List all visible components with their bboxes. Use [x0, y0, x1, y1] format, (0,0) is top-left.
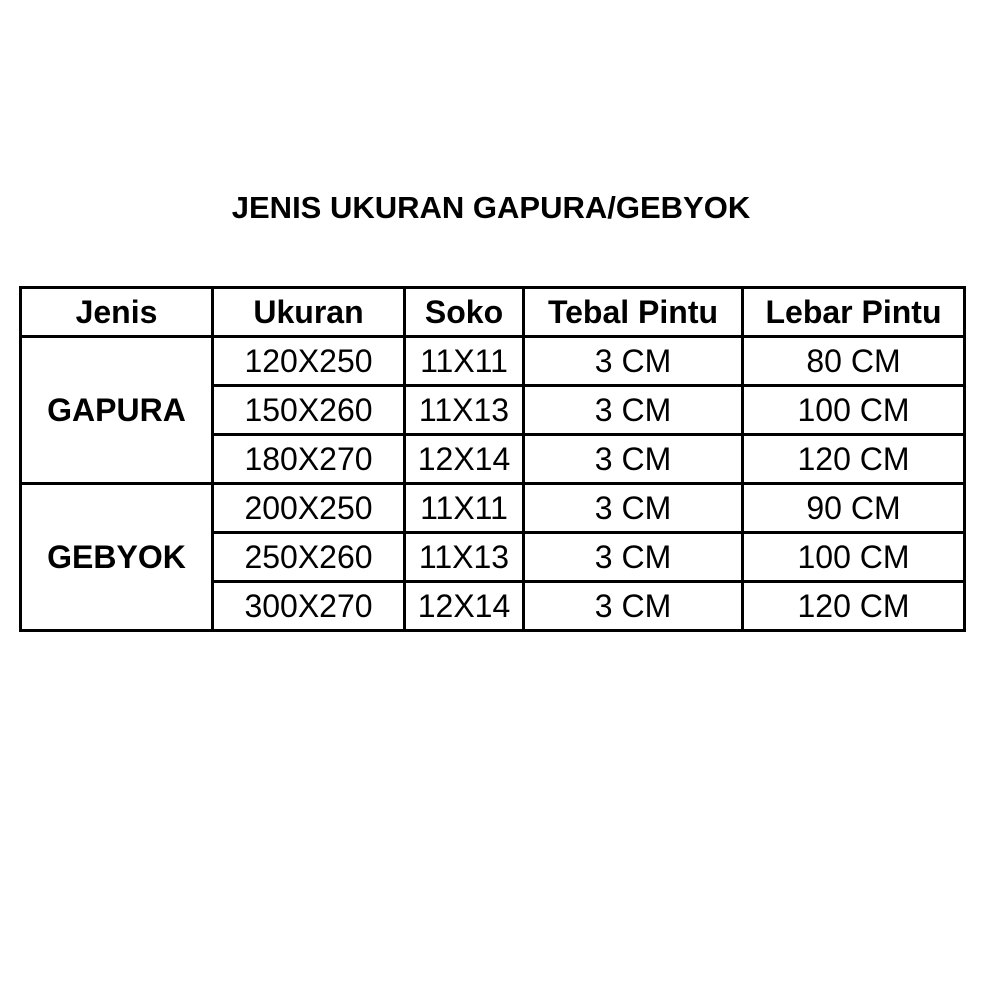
cell-tebal-pintu: 3 CM	[524, 435, 743, 484]
cell-soko: 12X14	[405, 435, 524, 484]
header-ukuran: Ukuran	[213, 288, 405, 337]
cell-tebal-pintu: 3 CM	[524, 533, 743, 582]
table-row	[21, 484, 965, 533]
cell-soko: 11X13	[405, 386, 524, 435]
cell-ukuran: 180X270	[213, 435, 405, 484]
cell-soko: 11X11	[405, 337, 524, 386]
table-header-row	[21, 288, 965, 337]
cell-tebal-pintu: 3 CM	[524, 337, 743, 386]
page-title: JENIS UKURAN GAPURA/GEBYOK	[231, 190, 751, 225]
size-table	[19, 286, 966, 632]
cell-lebar-pintu: 90 CM	[743, 484, 965, 533]
cell-lebar-pintu: 120 CM	[743, 582, 965, 631]
cell-lebar-pintu: 100 CM	[743, 533, 965, 582]
group-name-gapura: GAPURA	[21, 337, 213, 484]
cell-ukuran: 300X270	[213, 582, 405, 631]
cell-tebal-pintu: 3 CM	[524, 484, 743, 533]
cell-soko: 12X14	[405, 582, 524, 631]
header-tebal-pintu: Tebal Pintu	[524, 288, 743, 337]
group-name-gebyok: GEBYOK	[21, 484, 213, 631]
cell-tebal-pintu: 3 CM	[524, 582, 743, 631]
cell-soko: 11X13	[405, 533, 524, 582]
cell-ukuran: 250X260	[213, 533, 405, 582]
header-jenis: Jenis	[21, 288, 213, 337]
table-row	[21, 337, 965, 386]
cell-ukuran: 150X260	[213, 386, 405, 435]
cell-lebar-pintu: 120 CM	[743, 435, 965, 484]
cell-lebar-pintu: 80 CM	[743, 337, 965, 386]
header-soko: Soko	[405, 288, 524, 337]
cell-ukuran: 120X250	[213, 337, 405, 386]
cell-tebal-pintu: 3 CM	[524, 386, 743, 435]
header-lebar-pintu: Lebar Pintu	[743, 288, 965, 337]
cell-soko: 11X11	[405, 484, 524, 533]
cell-ukuran: 200X250	[213, 484, 405, 533]
cell-lebar-pintu: 100 CM	[743, 386, 965, 435]
